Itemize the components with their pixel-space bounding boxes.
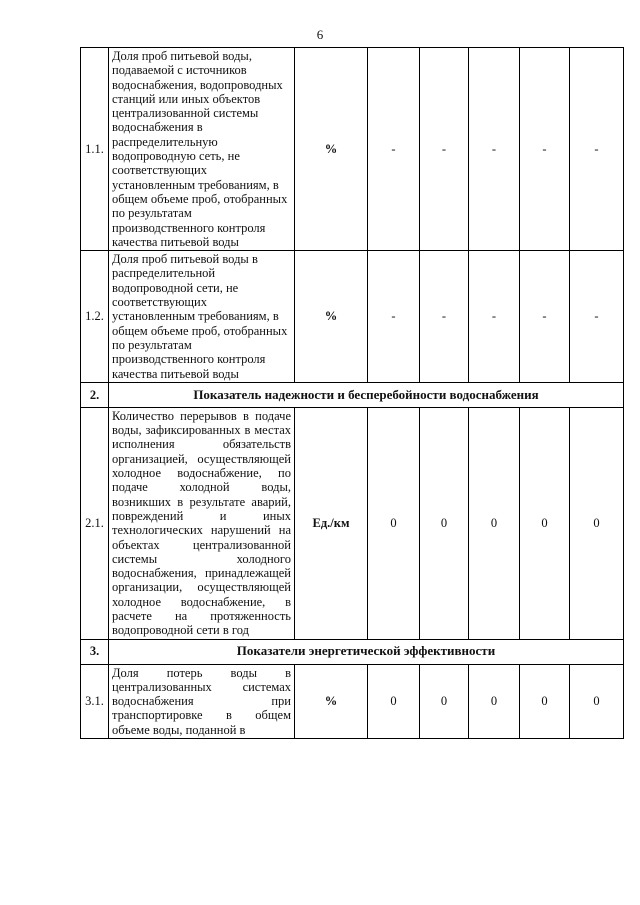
row-number: 2.1. [81,407,109,639]
row-unit: Ед./км [295,407,368,639]
row-value: 0 [570,407,624,639]
row-value: 0 [368,664,420,738]
row-value: 0 [368,407,420,639]
row-value: 0 [469,664,520,738]
row-value: - [469,48,520,251]
row-value: 0 [570,664,624,738]
row-value: 0 [420,407,469,639]
row-description: Доля проб питьевой воды в распределительной водопроводной сети, не соответствующих установленным требованиям, в общем объеме проб, отобранных по результатам производственного контроля качества питьевой воды [109,251,295,383]
row-value: 0 [520,664,570,738]
row-value: - [420,251,469,383]
row-unit: % [295,251,368,383]
row-description: Доля проб питьевой воды, подаваемой с источников водоснабжения, водопроводных станций или иных объектов централизованной системы водоснабжения в распределительную водопроводную сеть, не соответствующих установленным требованиям, в общем объеме проб, отобранных по результатам производственного контроля качества питьевой воды [109,48,295,251]
table-row [81,251,624,383]
section-number: 2. [81,382,109,407]
section-header-row [81,382,624,407]
row-description: Доля потерь воды в централизованных системах водоснабжения при транспортировке в общем объеме воды, поданной в [109,664,295,738]
row-value: - [368,251,420,383]
row-value: 0 [469,407,520,639]
table-row [81,48,624,251]
row-number: 1.2. [81,251,109,383]
table-row [81,407,624,639]
page-number: 6 [316,27,324,42]
table-row [81,664,624,738]
section-number: 3. [81,639,109,664]
section-header-row [81,639,624,664]
row-value: 0 [520,407,570,639]
row-value: - [368,48,420,251]
row-value: - [570,251,624,383]
row-number: 3.1. [81,664,109,738]
row-value: 0 [420,664,469,738]
row-value: - [520,48,570,251]
indicators-table [80,47,624,739]
row-value: - [520,251,570,383]
section-title: Показатель надежности и бесперебойности водоснабжения [109,382,624,407]
row-value: - [420,48,469,251]
row-value: - [570,48,624,251]
row-unit: % [295,664,368,738]
row-number: 1.1. [81,48,109,251]
section-title: Показатели энергетической эффективности [109,639,624,664]
row-unit: % [295,48,368,251]
row-description: Количество перерывов в подаче воды, зафиксированных в местах исполнения обязательств организацией, осуществляющей холодное водоснабжение, по подаче холодной воды, возникших в результате аварий, повреждений и иных технологических нарушений на объектах централизованной системы холодного водоснабжения, принадлежащей организации, осуществляющей холодное водоснабжение, в расчете на протяженность водопроводной сети в год [109,407,295,639]
row-value: - [469,251,520,383]
